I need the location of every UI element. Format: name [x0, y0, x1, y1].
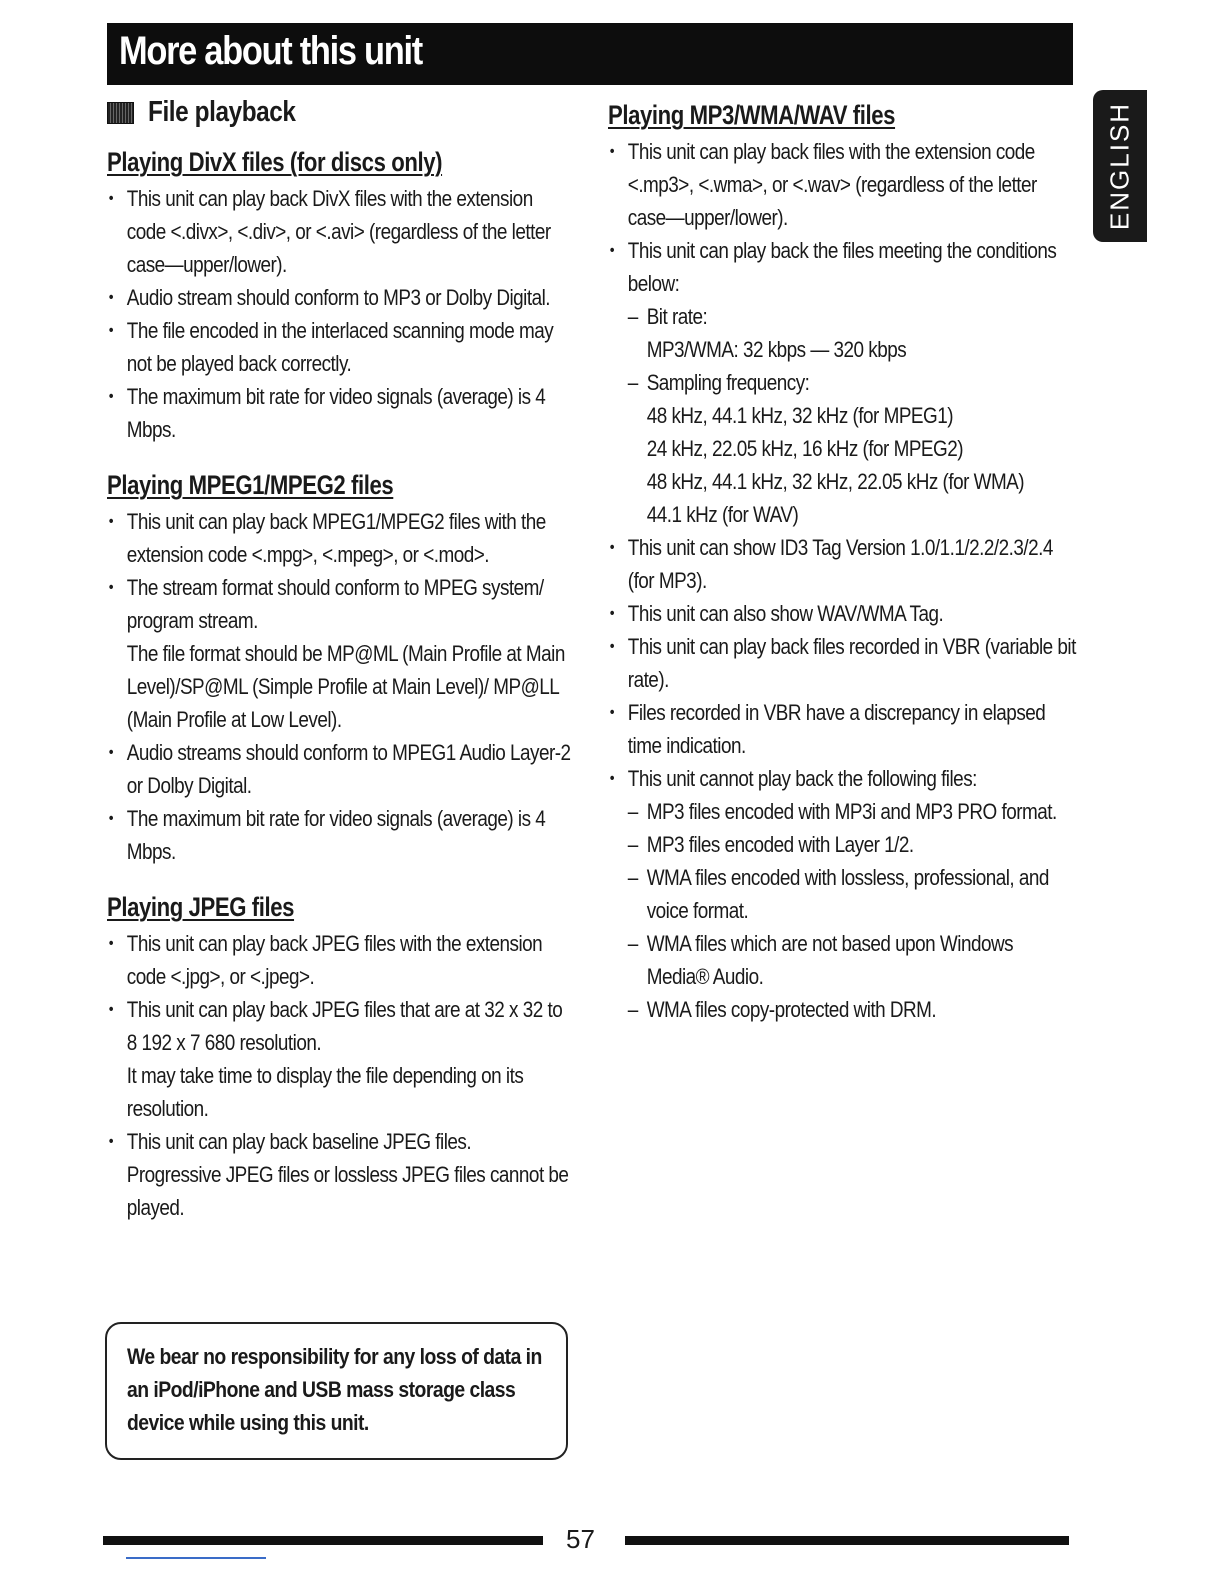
mp3-list [608, 135, 1077, 1026]
divx-list-wrap [107, 182, 576, 446]
list-item-text: • This unit can play back baseline JPEG files. [126, 1129, 472, 1154]
cannot-play-item: – MP3 files encoded with MP3i and MP3 PRO format. [628, 795, 1077, 828]
list-item [608, 762, 1077, 1026]
divx-list [107, 182, 576, 446]
list-item: • This unit can show ID3 Tag Version 1.0/1.1/2.2/2.3/2.4 (for MP3). [608, 531, 1077, 597]
list-item [107, 993, 576, 1125]
sampling-value: 44.1 kHz (for WAV) [646, 502, 799, 527]
left-column [107, 96, 577, 1224]
list-item-text: • This unit cannot play back the following files: [627, 766, 977, 791]
jpeg-list [107, 927, 576, 1224]
list-item: • The maximum bit rate for video signals (average) is 4 Mbps. [107, 380, 576, 446]
right-column [608, 100, 1078, 1026]
sampling-value: 48 kHz, 44.1 kHz, 32 kHz (for MPEG1) [646, 403, 954, 428]
condition-item [628, 300, 1077, 366]
section-heading [107, 96, 577, 129]
footer-rule-left [103, 1536, 543, 1545]
mp3-list-wrap [608, 135, 1077, 1026]
condition-item [628, 366, 1077, 531]
list-item: • Audio stream should conform to MP3 or Dolby Digital. [107, 281, 576, 314]
mpeg-list [107, 505, 576, 868]
list-item [608, 234, 1077, 531]
footer-accent-line [126, 1557, 266, 1559]
list-item: • This unit can play back files recorded in VBR (variable bit rate). [608, 630, 1077, 696]
sampling-label: – Sampling frequency: [646, 370, 810, 395]
list-item-text: • The stream format should conform to MPEG system/ program stream. [126, 575, 544, 633]
language-tab-label: ENGLISH [1104, 101, 1135, 231]
jpeg-list-wrap [107, 927, 576, 1224]
sampling-value: 48 kHz, 44.1 kHz, 32 kHz, 22.05 kHz (for WMA) [646, 469, 1025, 494]
list-item-note: The file format should be MP@ML (Main Profile at Main Level)/SP@ML (Simple Profile at Main Level)/ MP@LL (Main Profile at Low Level). [126, 641, 565, 732]
mpeg-heading: Playing MPEG1/MPEG2 files [107, 470, 394, 500]
page-header [107, 23, 1073, 85]
list-item: • This unit can play back files with the extension code <.mp3>, <.wma>, or <.wav> (regardless of the letter case—upper/lower). [608, 135, 1077, 234]
page-title: More about this unit [119, 29, 422, 73]
list-item: • The file encoded in the interlaced scanning mode may not be played back correctly. [107, 314, 576, 380]
list-item: • This unit can play back MPEG1/MPEG2 files with the extension code <.mpg>, <.mpeg>, or <.mod>. [107, 505, 576, 571]
list-item: • This unit can play back DivX files with the extension code <.divx>, <.div>, or <.avi> (regardless of the letter case—upper/lower). [107, 182, 576, 281]
list-item-text: • This unit can play back the files meeting the conditions below: [627, 238, 1057, 296]
list-item: • The maximum bit rate for video signals (average) is 4 Mbps. [107, 802, 576, 868]
cannot-play-item: – WMA files copy-protected with DRM. [628, 993, 1077, 1026]
jpeg-heading: Playing JPEG files [107, 892, 295, 922]
language-tab [1093, 90, 1147, 242]
list-item: • Audio streams should conform to MPEG1 Audio Layer-2 or Dolby Digital. [107, 736, 576, 802]
notice-text: We bear no responsibility for any loss of data in an iPod/iPhone and USB mass storage class device while using this unit. [127, 1344, 542, 1435]
notice-box [105, 1322, 568, 1460]
footer-rule-right [625, 1536, 1069, 1545]
list-item [107, 571, 576, 736]
mpeg-list-wrap [107, 505, 576, 868]
cannot-play-list [628, 795, 1077, 1026]
conditions-list [628, 300, 1077, 531]
mp3-heading: Playing MP3/WMA/WAV files [608, 100, 896, 130]
list-item [107, 1125, 576, 1224]
list-item: • This unit can play back JPEG files with the extension code <.jpg>, or <.jpeg>. [107, 927, 576, 993]
bitrate-label: – Bit rate: [646, 304, 708, 329]
page-number: 57 [566, 1524, 595, 1554]
list-item: • This unit can also show WAV/WMA Tag. [608, 597, 1077, 630]
divx-heading: Playing DivX files (for discs only) [107, 147, 443, 177]
list-item: • Files recorded in VBR have a discrepancy in elapsed time indication. [608, 696, 1077, 762]
sampling-value: 24 kHz, 22.05 kHz, 16 kHz (for MPEG2) [646, 436, 964, 461]
cannot-play-item: – WMA files which are not based upon Windows Media® Audio. [628, 927, 1077, 993]
section-title: File playback [148, 96, 296, 128]
cannot-play-item: – MP3 files encoded with Layer 1/2. [628, 828, 1077, 861]
list-item-text: • This unit can play back JPEG files that are at 32 x 32 to 8 192 x 7 680 resolution. [126, 997, 563, 1055]
cannot-play-item: – WMA files encoded with lossless, professional, and voice format. [628, 861, 1077, 927]
list-item-note: Progressive JPEG files or lossless JPEG files cannot be played. [126, 1162, 569, 1220]
section-square-icon [107, 102, 134, 124]
bitrate-value: MP3/WMA: 32 kbps — 320 kbps [646, 337, 907, 362]
list-item-note: It may take time to display the file depending on its resolution. [126, 1063, 524, 1121]
